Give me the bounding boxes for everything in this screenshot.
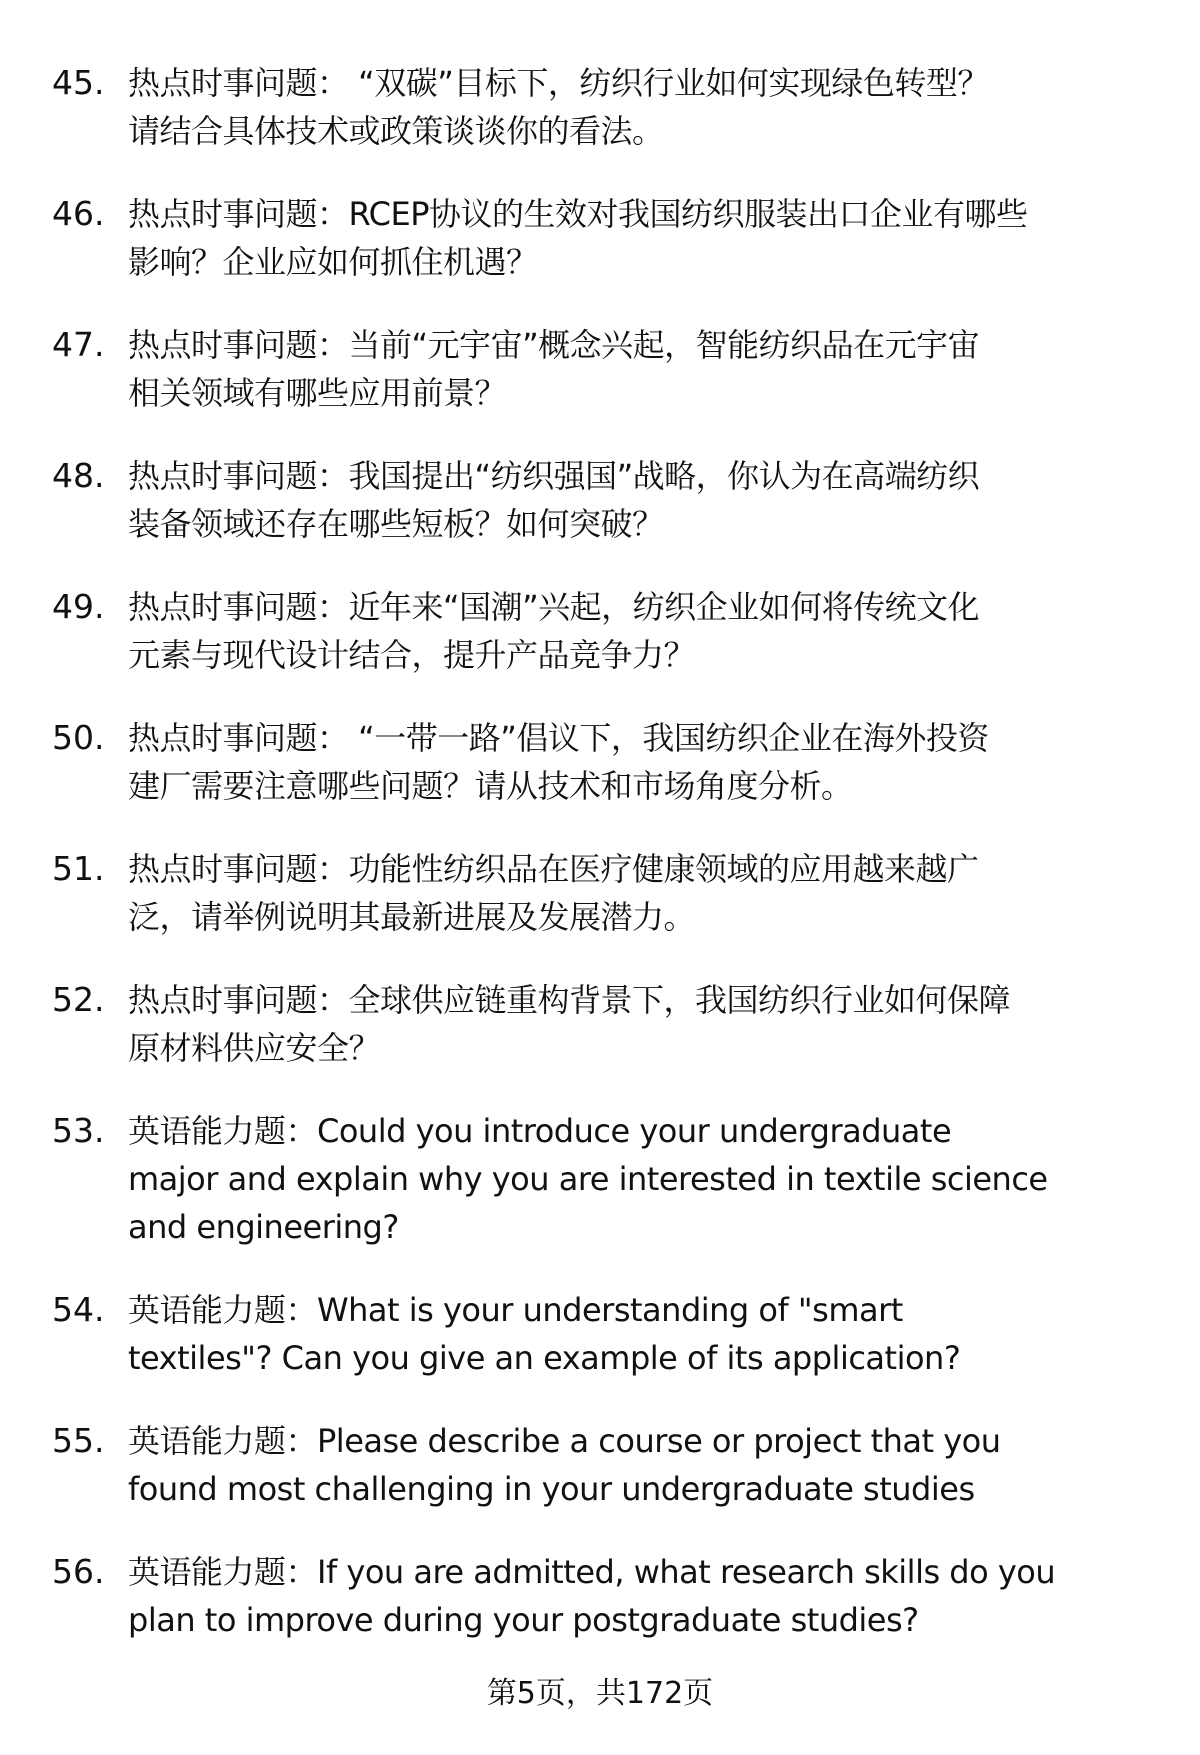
question-number: 56.	[52, 1552, 105, 1591]
question-text-line: 热点时事问题：当前“元宇宙”概念兴起，智能纺织品在元宇宙	[128, 326, 980, 364]
question-number: 54.	[52, 1290, 105, 1329]
question-text-line: 热点时事问题： “一带一路”倡议下，我国纺织企业在海外投资	[128, 719, 989, 757]
question-text	[128, 583, 1200, 679]
question-number: 52.	[52, 980, 105, 1019]
question-item	[0, 321, 1200, 417]
question-text-line: 热点时事问题： “双碳”目标下，纺织行业如何实现绿色转型？	[128, 64, 989, 102]
question-list	[0, 59, 1200, 1679]
question-text-line: found most challenging in your undergraduate studies	[128, 1470, 975, 1508]
question-number: 51.	[52, 849, 105, 888]
question-text-line: textiles"? Can you give an example of its application?	[128, 1339, 961, 1377]
question-text	[128, 59, 1200, 155]
question-text-line: 装备领域还存在哪些短板？如何突破？	[128, 505, 664, 543]
question-text-line: 建厂需要注意哪些问题？请从技术和市场角度分析。	[128, 767, 853, 805]
question-text	[128, 976, 1200, 1072]
question-text	[128, 452, 1200, 548]
question-text	[128, 1286, 1200, 1382]
question-text	[128, 714, 1200, 810]
question-text-line: 热点时事问题：RCEP协议的生效对我国纺织服装出口企业有哪些	[128, 195, 1028, 233]
question-text	[128, 1107, 1200, 1251]
question-item	[0, 583, 1200, 679]
question-item	[0, 59, 1200, 155]
question-item	[0, 452, 1200, 548]
question-text	[128, 190, 1200, 286]
question-number: 50.	[52, 718, 105, 757]
question-text	[128, 321, 1200, 417]
question-text	[128, 1417, 1200, 1513]
question-text-line: 请结合具体技术或政策谈谈你的看法。	[128, 112, 664, 150]
question-text-line: 元素与现代设计结合，提升产品竞争力？	[128, 636, 696, 674]
question-number: 45.	[52, 63, 105, 102]
question-item	[0, 1107, 1200, 1251]
question-number: 55.	[52, 1421, 105, 1460]
question-text-line: plan to improve during your postgraduate studies?	[128, 1601, 919, 1639]
question-text-line: 热点时事问题：近年来“国潮”兴起，纺织企业如何将传统文化	[128, 588, 980, 626]
question-text-line: 热点时事问题：全球供应链重构背景下，我国纺织行业如何保障	[128, 981, 1011, 1019]
question-item	[0, 190, 1200, 286]
question-number: 53.	[52, 1111, 105, 1150]
page-number: 第5页，共172页	[486, 1676, 714, 1711]
question-text-line: and engineering?	[128, 1208, 399, 1246]
question-number: 47.	[52, 325, 105, 364]
question-text-line: 泛，请举例说明其最新进展及发展潜力。	[128, 898, 696, 936]
question-number: 48.	[52, 456, 105, 495]
question-item	[0, 714, 1200, 810]
question-text-line: 原材料供应安全？	[128, 1029, 381, 1067]
question-item	[0, 1286, 1200, 1382]
question-text-line: major and explain why you are interested in textile science	[128, 1160, 1048, 1198]
question-text-line: 英语能力题：Could you introduce your undergraduate	[128, 1112, 952, 1150]
question-text-line: 英语能力题：Please describe a course or project that you	[128, 1422, 1001, 1460]
question-item	[0, 1548, 1200, 1644]
question-item	[0, 845, 1200, 941]
question-text-line: 相关领域有哪些应用前景？	[128, 374, 507, 412]
question-text-line: 影响？企业应如何抓住机遇？	[128, 243, 538, 281]
question-item	[0, 976, 1200, 1072]
question-text-line: 英语能力题：If you are admitted, what research skills do you	[128, 1553, 1056, 1591]
question-number: 49.	[52, 587, 105, 626]
question-text-line: 热点时事问题：我国提出“纺织强国”战略，你认为在高端纺织	[128, 457, 980, 495]
question-text-line: 英语能力题：What is your understanding of "smart	[128, 1291, 903, 1329]
question-item	[0, 1417, 1200, 1513]
question-number: 46.	[52, 194, 105, 233]
question-text-line: 热点时事问题：功能性纺织品在医疗健康领域的应用越来越广	[128, 850, 979, 888]
question-text	[128, 845, 1200, 941]
question-text	[128, 1548, 1200, 1644]
